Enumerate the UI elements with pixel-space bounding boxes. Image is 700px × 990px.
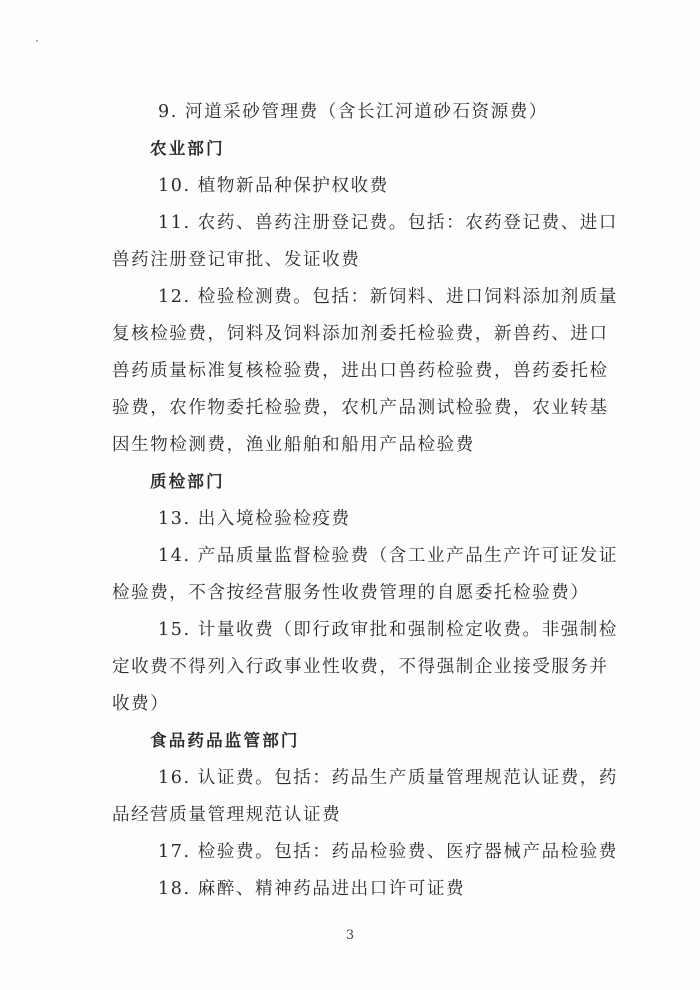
item-15-line-3: 收费） [112, 694, 170, 714]
item-11-line-1: 11. 农药、兽药注册登记费。包括：农药登记费、进口 [158, 213, 618, 233]
item-18: 18. 麻醉、精神药品进出口许可证费 [158, 879, 466, 899]
item-10: 10. 植物新品种保护权收费 [158, 176, 389, 196]
item-16-line-1: 16. 认证费。包括：药品生产质量管理规范认证费，药 [158, 768, 618, 788]
section-heading-agriculture: 农业部门 [150, 139, 225, 158]
item-9: 9. 河道采砂管理费（含长江河道砂石资源费） [158, 102, 548, 122]
item-12-line-1: 12. 检验检测费。包括：新饲料、进口饲料添加剂质量 [158, 287, 618, 307]
section-heading-quality-inspection: 质检部门 [150, 472, 225, 491]
item-17: 17. 检验费。包括：药品检验费、医疗器械产品检验费 [158, 842, 618, 862]
item-15-line-1: 15. 计量收费（即行政审批和强制检定收费。非强制检 [158, 620, 618, 640]
item-11-line-2: 兽药注册登记审批、发证收费 [112, 250, 361, 270]
item-13: 13. 出入境检验检疫费 [158, 509, 351, 529]
item-16-line-2: 品经营质量管理规范认证费 [112, 805, 342, 825]
item-14-line-1: 14. 产品质量监督检验费（含工业产品生产许可证发证 [158, 546, 618, 566]
item-12-line-2: 复核检验费，饲料及饲料添加剂委托检验费，新兽药、进口 [112, 324, 609, 344]
item-15-line-2: 定收费不得列入行政事业性收费，不得强制企业接受服务并 [112, 657, 609, 677]
item-12-line-3: 兽药质量标准复核检验费，进出口兽药检验费，兽药委托检 [112, 361, 609, 381]
item-12-line-5: 因生物检测费，渔业船舶和船用产品检验费 [112, 435, 475, 455]
scan-speck [36, 40, 38, 42]
item-12-line-4: 验费，农作物委托检验费，农机产品测试检验费，农业转基 [112, 398, 609, 418]
page-number: 3 [345, 928, 355, 943]
section-heading-food-drug: 食品药品监管部门 [150, 731, 300, 750]
item-14-line-2: 检验费，不含按经营服务性收费管理的自愿委托检验费） [112, 583, 590, 603]
